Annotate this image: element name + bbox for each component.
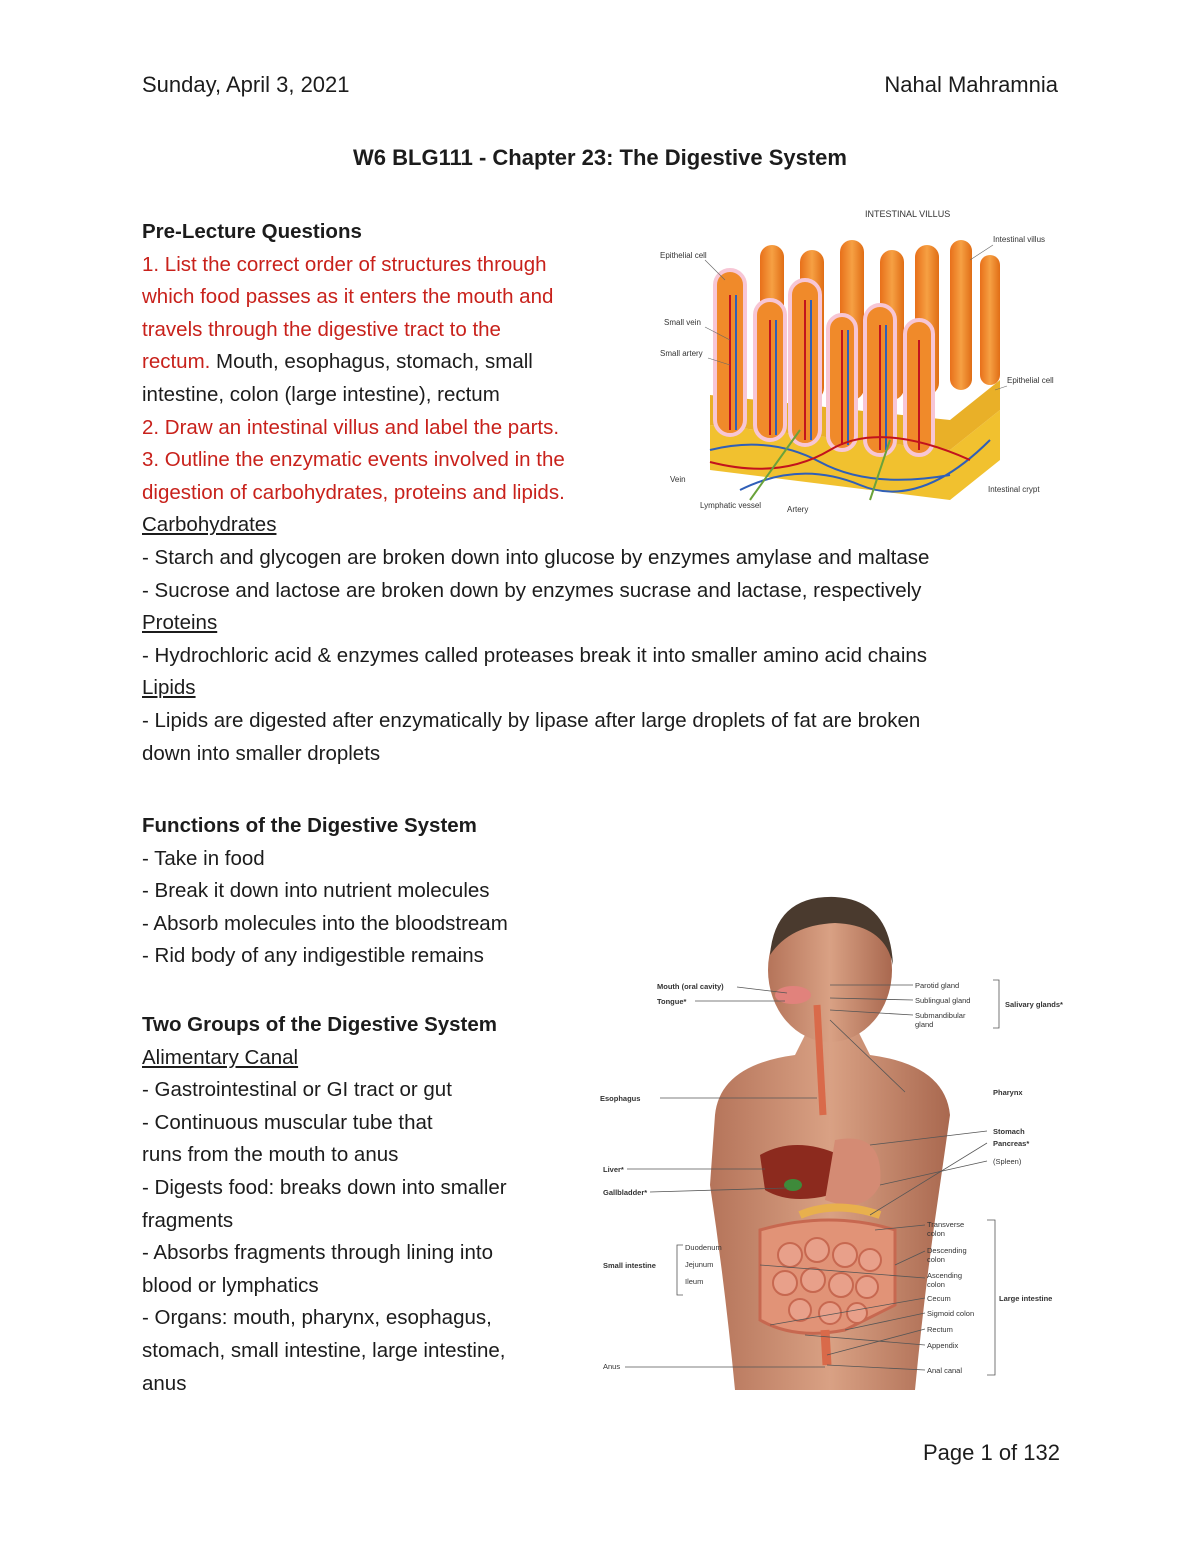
- label-epithelial-cell-left: Epithelial cell: [660, 251, 707, 260]
- lipids-heading: Lipids: [142, 676, 196, 700]
- label-descending-colon-2: colon: [927, 1255, 945, 1264]
- label-spleen: (Spleen): [993, 1157, 1022, 1166]
- label-submandibular: Submandibular: [915, 1011, 966, 1020]
- question-2: 2. Draw an intestinal villus and label the parts.: [142, 415, 560, 439]
- groups-item: blood or lymphatics: [142, 1273, 319, 1297]
- groups-item: - Absorbs fragments through lining into: [142, 1241, 493, 1265]
- label-mouth: Mouth (oral cavity): [657, 982, 724, 991]
- page-title: W6 BLG111 - Chapter 23: The Digestive System: [353, 145, 847, 170]
- functions-item: - Take in food: [142, 846, 265, 870]
- label-jejunum: Jejunum: [685, 1260, 714, 1269]
- label-small-vein: Small vein: [664, 318, 701, 327]
- label-esophagus: Esophagus: [600, 1094, 641, 1103]
- carbohydrates-item: - Sucrose and lactose are broken down by enzymes sucrase and lactase, respectively: [142, 578, 922, 602]
- label-small-intestine: Small intestine: [603, 1261, 656, 1270]
- proteins-item: - Hydrochloric acid & enzymes called proteases break it into smaller amino acid chains: [142, 643, 928, 667]
- question-3-line: digestion of carbohydrates, proteins and lipids.: [142, 480, 565, 504]
- alimentary-canal-heading: Alimentary Canal: [142, 1045, 299, 1069]
- question-1-line: travels through the digestive tract to the: [142, 317, 501, 341]
- label-submandibular-2: gland: [915, 1020, 934, 1029]
- question-1-line: rectum.: [142, 350, 211, 374]
- label-salivary-glands: Salivary glands*: [1005, 1000, 1063, 1009]
- page-number: Page 1 of 132: [922, 1440, 1060, 1465]
- label-appendix: Appendix: [927, 1341, 959, 1350]
- groups-item: stomach, small intestine, large intestine,: [142, 1338, 506, 1362]
- label-gallbladder: Gallbladder*: [603, 1188, 648, 1197]
- label-ileum: Ileum: [685, 1277, 704, 1286]
- label-stomach: Stomach: [993, 1127, 1025, 1136]
- gallbladder-organ: [784, 1179, 802, 1191]
- label-anal-canal: Anal canal: [927, 1366, 963, 1375]
- functions-heading: Functions of the Digestive System: [142, 814, 477, 837]
- question-1-line: 1. List the correct order of structures through: [142, 252, 547, 276]
- functions-item: - Absorb molecules into the bloodstream: [142, 911, 508, 935]
- label-large-intestine: Large intestine: [999, 1294, 1053, 1303]
- label-small-artery: Small artery: [660, 349, 703, 358]
- groups-item: - Digests food: breaks down into smaller: [142, 1175, 507, 1199]
- groups-item: fragments: [142, 1208, 234, 1232]
- groups-item: runs from the mouth to anus: [142, 1143, 399, 1167]
- label-parotid: Parotid gland: [915, 981, 960, 990]
- answer-1-text: intestine, colon (large intestine), rectum: [142, 382, 500, 406]
- carbohydrates-item: - Starch and glycogen are broken down into glucose by enzymes amylase and maltase: [142, 545, 930, 569]
- label-ascending-colon: Ascending: [927, 1271, 963, 1280]
- lipids-item: down into smaller droplets: [142, 741, 381, 765]
- groups-item: - Continuous muscular tube that: [142, 1110, 433, 1134]
- label-liver: Liver*: [603, 1165, 624, 1174]
- label-rectum: Rectum: [927, 1325, 953, 1334]
- label-sublingual: Sublingual gland: [915, 996, 971, 1005]
- label-sigmoid-colon: Sigmoid colon: [927, 1309, 975, 1318]
- intestinal-villus-figure: [650, 200, 1060, 520]
- answer-1-text: Mouth, esophagus, stomach, small: [210, 350, 533, 374]
- rectum-organ: [825, 1330, 827, 1365]
- groups-heading: Two Groups of the Digestive System: [142, 1013, 498, 1036]
- label-epithelial-cell-right: Epithelial cell: [1007, 376, 1054, 385]
- functions-section: [142, 810, 508, 973]
- groups-item: anus: [142, 1371, 187, 1395]
- villus-title: INTESTINAL VILLUS: [865, 209, 951, 219]
- label-vein: Vein: [670, 475, 686, 484]
- groups-item: - Gastrointestinal or GI tract or gut: [142, 1078, 452, 1102]
- groups-item: - Organs: mouth, pharynx, esophagus,: [142, 1306, 492, 1330]
- question-1-line: which food passes as it enters the mouth and: [142, 285, 554, 309]
- label-transverse-colon-2: colon: [927, 1229, 945, 1238]
- pre-lecture-heading: Pre-Lecture Questions: [142, 220, 362, 243]
- carbohydrates-heading: Carbohydrates: [142, 513, 277, 537]
- label-intestinal-villus: Intestinal villus: [993, 235, 1046, 244]
- label-ascending-colon-2: colon: [927, 1280, 945, 1289]
- lipids-item: - Lipids are digested after enzymatically by lipase after large droplets of fat are broken: [142, 708, 921, 732]
- groups-section: [142, 1009, 507, 1400]
- label-cecum: Cecum: [927, 1294, 951, 1303]
- functions-item: - Rid body of any indigestible remains: [142, 944, 484, 968]
- label-descending-colon: Descending: [927, 1246, 967, 1255]
- digestive-system-figure: [595, 885, 1100, 1390]
- label-lymphatic-vessel: Lymphatic vessel: [700, 501, 762, 510]
- header-author: Nahal Mahramnia: [884, 72, 1058, 97]
- proteins-heading: Proteins: [142, 611, 218, 635]
- label-pharynx: Pharynx: [993, 1088, 1023, 1097]
- label-tongue: Tongue*: [657, 997, 687, 1006]
- label-duodenum: Duodenum: [685, 1243, 722, 1252]
- label-intestinal-crypt: Intestinal crypt: [988, 485, 1040, 494]
- header-date: Sunday, April 3, 2021: [142, 72, 350, 97]
- label-artery: Artery: [787, 505, 809, 514]
- label-transverse-colon: Transverse: [927, 1220, 965, 1229]
- label-anus: Anus: [603, 1362, 621, 1371]
- functions-item: - Break it down into nutrient molecules: [142, 879, 490, 903]
- question-3-line: 3. Outline the enzymatic events involved in the: [142, 448, 565, 472]
- label-pancreas: Pancreas*: [993, 1139, 1030, 1148]
